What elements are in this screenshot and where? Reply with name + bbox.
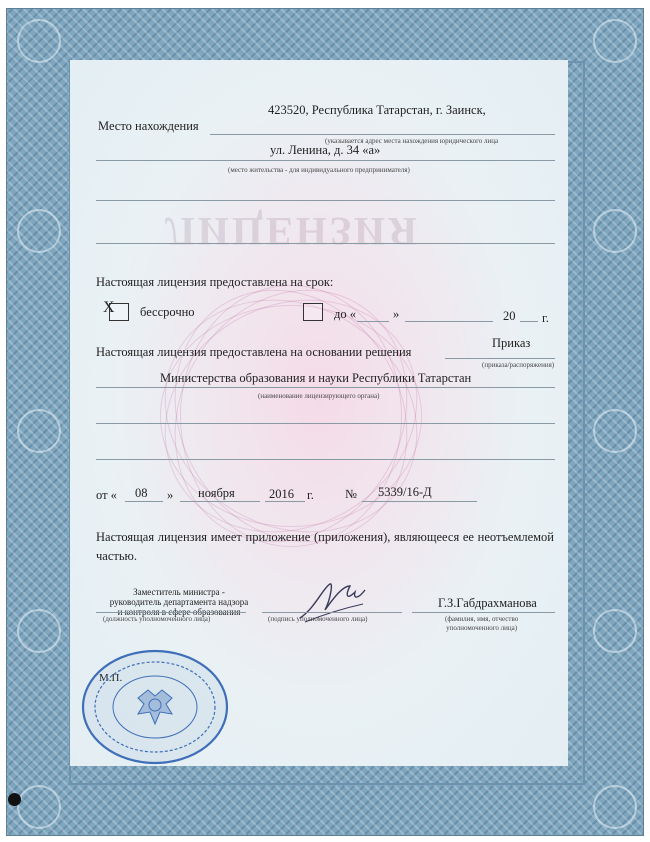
address-underline-1 xyxy=(210,134,555,135)
date-year: 2016 xyxy=(269,487,294,501)
month-underline xyxy=(180,501,260,502)
number-underline xyxy=(362,501,477,502)
appendix-statement: Настоящая лицензия имеет приложение (приложения), являющееся ее неотъемлемой частью. xyxy=(96,530,554,563)
signature-hint: (подпись уполномоченного лица) xyxy=(268,615,368,623)
signatory-name: Г.З.Габдрахманова xyxy=(438,596,537,610)
address-hint-1: (указывается адрес места нахождения юридического лица xyxy=(325,137,499,145)
date-month: ноября xyxy=(198,486,235,500)
blank-line xyxy=(96,243,555,244)
date-day: 08 xyxy=(135,486,148,500)
basis-heading: Настоящая лицензия предоставлена на основании решения xyxy=(96,345,412,359)
until-month-line xyxy=(405,321,493,322)
blank-line xyxy=(96,423,555,424)
position-hint: (должность уполномоченного лица) xyxy=(103,615,211,623)
term-year-suffix: г. xyxy=(542,311,549,325)
address-hint-2: (место жительства - для индивидуального предпринимателя) xyxy=(228,166,410,174)
date-quote-close: » xyxy=(167,488,174,502)
position-line-3: и контроля в сфере образования xyxy=(117,607,241,617)
position-line-1: Заместитель министра - xyxy=(133,587,225,597)
doc-type-underline xyxy=(445,358,555,359)
term-unlimited-label: бессрочно xyxy=(140,305,195,319)
until-day-line xyxy=(357,321,389,322)
blank-line xyxy=(96,200,555,201)
number-sign: № xyxy=(345,487,357,501)
day-underline xyxy=(125,501,163,502)
side-ornament xyxy=(593,409,637,453)
corner-ornament xyxy=(593,19,637,63)
term-heading: Настоящая лицензия предоставлена на срок: xyxy=(96,275,334,289)
blank-line xyxy=(96,459,555,460)
official-seal xyxy=(80,648,230,766)
position-line-2: руководитель департамента надзора xyxy=(109,597,249,607)
address-underline-2 xyxy=(96,160,555,161)
basis-doc-type-hint: (приказа/распоряжения) xyxy=(482,361,555,369)
checkbox-mark: Х xyxy=(103,299,115,316)
corner-ornament xyxy=(17,19,61,63)
document-number: 5339/16-Д xyxy=(378,485,432,499)
name-hint: (фамилия, имя, отчество уполномоченного лица) xyxy=(445,615,519,632)
authority-underline xyxy=(96,387,555,388)
address-line-1: 423520, Республика Татарстан, г. Заинск, xyxy=(268,103,486,117)
corner-ornament xyxy=(17,785,61,829)
side-ornament xyxy=(593,209,637,253)
basis-doc-type: Приказ xyxy=(492,336,531,350)
date-year-suffix: г. xyxy=(307,488,314,502)
basis-authority: Министерства образования и науки Республики Татарстан xyxy=(160,371,472,385)
address-label: Место нахождения xyxy=(98,119,199,133)
signature-underline xyxy=(262,612,402,613)
checkbox-until xyxy=(303,303,323,321)
term-until-quote: » xyxy=(393,307,400,321)
corner-ornament xyxy=(593,785,637,829)
until-year-line xyxy=(520,321,538,322)
term-until-label: до « xyxy=(334,307,356,321)
date-prefix: от « xyxy=(96,488,117,502)
term-year-prefix: 20 xyxy=(503,309,516,323)
side-ornament xyxy=(17,209,61,253)
side-ornament xyxy=(17,409,61,453)
position-underline xyxy=(96,612,246,613)
side-ornament xyxy=(17,609,61,653)
reverse-watermark: ЛИЦЕНЗИЯ xyxy=(165,209,420,254)
name-underline xyxy=(412,612,555,613)
year-underline xyxy=(265,501,305,502)
address-line-2: ул. Ленина, д. 34 «а» xyxy=(270,143,381,157)
basis-authority-hint: (наименование лицензирующего органа) xyxy=(258,392,380,400)
side-ornament xyxy=(593,609,637,653)
punch-hole-mark xyxy=(8,793,21,806)
